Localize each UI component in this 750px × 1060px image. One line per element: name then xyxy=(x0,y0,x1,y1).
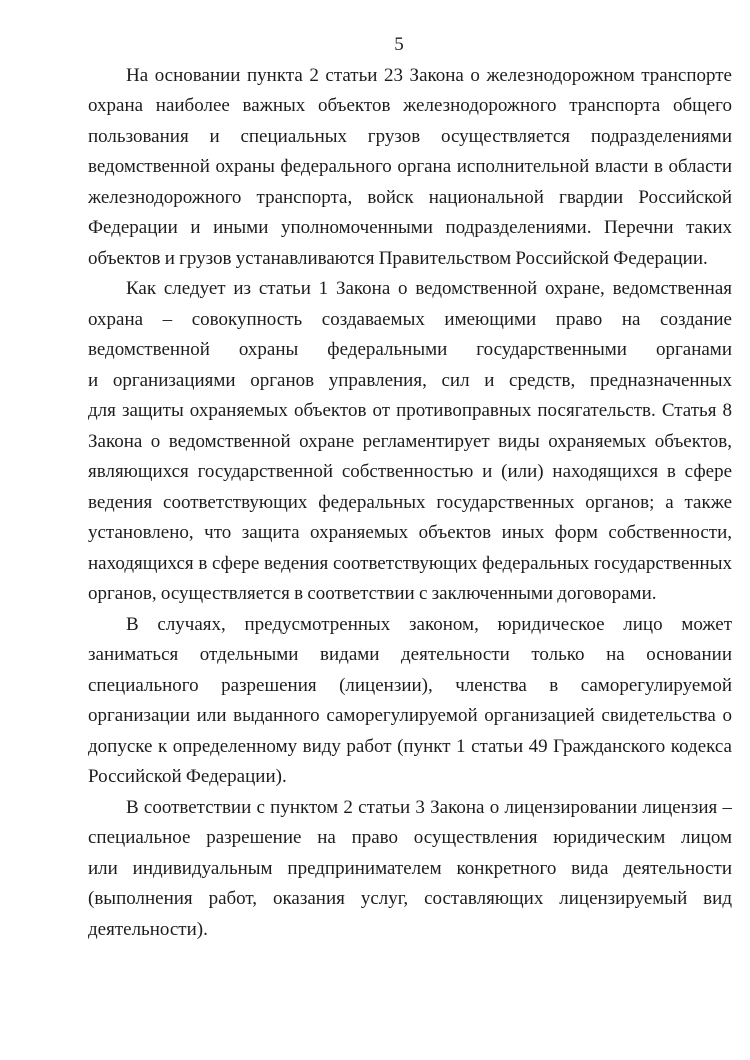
text-line: допуске к определенному виду работ (пункт 1 статьи 49 Гражданского кодекса xyxy=(88,735,732,757)
document-body xyxy=(88,61,732,946)
text-line: Федерации и иными уполномоченными подразделениями. Перечни таких xyxy=(88,217,732,238)
text-line: Закона о ведомственной охране регламентирует виды охраняемых объектов, xyxy=(88,430,732,452)
text-line: установлено, что защита охраняемых объектов иных форм собственности, xyxy=(88,522,732,543)
text-line: для защиты охраняемых объектов от противоправных посягательств. Статья 8 xyxy=(88,400,732,421)
text-line: охрана наиболее важных объектов железнодорожного транспорта общего xyxy=(88,95,732,116)
text-line: В случаях, предусмотренных законом, юридическое лицо может xyxy=(126,613,732,635)
text-line: организации или выданного саморегулируемой организацией свидетельства о xyxy=(88,705,732,726)
text-line: или индивидуальным предпринимателем конкретного вида деятельности xyxy=(88,857,732,879)
text-line: органов, осуществляется в соответствии с заключенными договорами. xyxy=(88,583,657,604)
paragraph xyxy=(88,61,732,275)
text-line: и организациями органов управления, сил и средств, предназначенных xyxy=(88,369,732,391)
text-line: пользования и специальных грузов осуществляется подразделениями xyxy=(88,125,732,147)
text-line: являющихся государственной собственностью и (или) находящихся в сфере xyxy=(88,461,732,482)
text-line: На основании пункта 2 статьи 23 Закона о железнодорожном транспорте xyxy=(126,64,732,86)
text-line: ведомственной охраны федеральными государственными органами xyxy=(88,339,732,360)
text-line: ведомственной охраны федерального органа исполнительной власти в области xyxy=(88,156,732,177)
text-line: находящихся в сфере ведения соответствующих федеральных государственных xyxy=(88,552,732,574)
text-line: (выполнения работ, оказания услуг, составляющих лицензируемый вид xyxy=(88,888,732,909)
text-line: специального разрешения (лицензии), членства в саморегулируемой xyxy=(88,674,732,696)
text-line: охрана – совокупность создаваемых имеющими право на создание xyxy=(88,308,732,330)
text-line: деятельности). xyxy=(88,918,208,940)
text-line: железнодорожного транспорта, войск национальной гвардии Российской xyxy=(88,186,732,208)
paragraph xyxy=(88,274,732,610)
text-line: Российской Федерации). xyxy=(88,766,287,787)
page-number: 5 xyxy=(394,34,404,55)
paragraph xyxy=(88,610,732,793)
text-line: ведения соответствующих федеральных государственных органов; а также xyxy=(88,491,732,513)
text-line: заниматься отдельными видами деятельности только на основании xyxy=(88,644,732,665)
text-line: В соответствии с пунктом 2 статьи 3 Закона о лицензировании лицензия – xyxy=(126,796,732,818)
paragraph xyxy=(88,793,732,946)
text-line: специальное разрешение на право осуществления юридическим лицом xyxy=(88,827,732,848)
text-line: Как следует из статьи 1 Закона о ведомственной охране, ведомственная xyxy=(126,278,732,299)
text-line: объектов и грузов устанавливаются Правительством Российской Федерации. xyxy=(88,247,708,269)
